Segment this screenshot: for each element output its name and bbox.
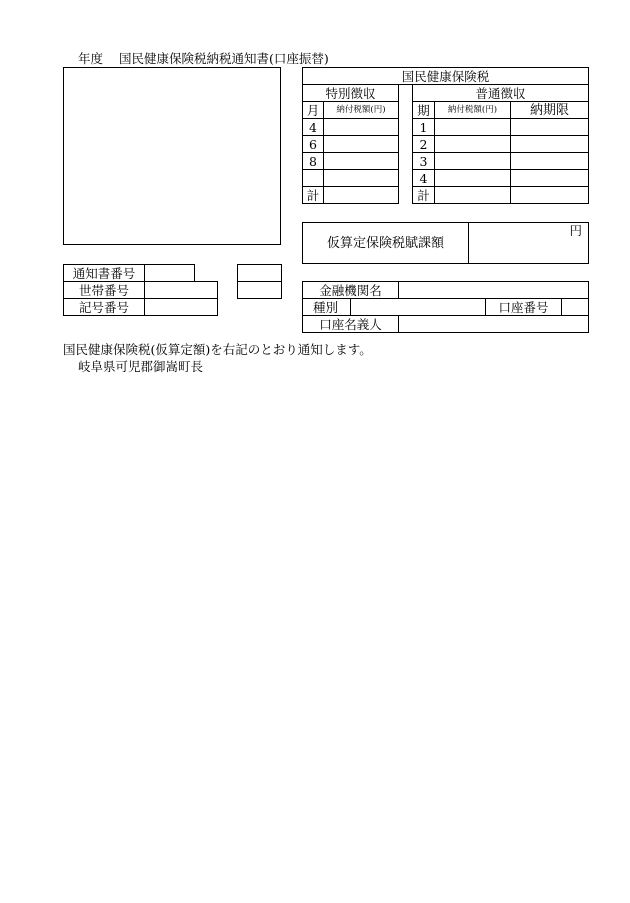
fiscal-year-label: 年度 (78, 51, 104, 66)
extra-box-bottom (238, 282, 282, 299)
deadline-cell (511, 170, 589, 187)
notice-title: 国民健康保険税納税通知書(口座振替) (119, 51, 329, 66)
regular-amount-header: 納付税額(円) (435, 102, 511, 119)
yen-unit: 円 (569, 223, 582, 238)
symbol-number-value (145, 299, 218, 316)
special-total-label: 計 (303, 187, 324, 204)
period-cell: 4 (413, 170, 435, 187)
table-row (303, 119, 589, 136)
issuer-name: 岐阜県可児郡御嵩町長 (78, 359, 204, 374)
month-cell: 4 (303, 119, 324, 136)
account-type-value (351, 299, 486, 316)
period-cell: 2 (413, 136, 435, 153)
provisional-assessment-value (469, 223, 589, 264)
period-header: 期 (413, 102, 435, 119)
notice-number-value (145, 265, 195, 282)
month-cell: 6 (303, 136, 324, 153)
regular-total-label: 計 (413, 187, 435, 204)
household-number-value (145, 282, 218, 299)
symbol-number-label: 記号番号 (64, 299, 145, 316)
regular-amount-cell (435, 136, 511, 153)
account-type-label: 種別 (303, 299, 351, 316)
notice-number-label: 通知書番号 (64, 265, 145, 282)
regular-amount-cell (435, 170, 511, 187)
special-collection-title: 特別徴収 (303, 85, 399, 102)
notice-message: 国民健康保険税(仮算定額)を右記のとおり通知します。 (63, 342, 372, 357)
regular-collection-title: 普通徴収 (413, 85, 589, 102)
document-title (78, 49, 329, 67)
tax-table (302, 67, 589, 204)
regular-amount-cell (435, 119, 511, 136)
regular-total-deadline-cell (511, 187, 589, 204)
deadline-cell (511, 119, 589, 136)
special-amount-cell (324, 170, 399, 187)
tax-table-caption: 国民健康保険税 (303, 68, 589, 85)
account-number-value (562, 299, 589, 316)
month-cell: 8 (303, 153, 324, 170)
regular-total-cell (435, 187, 511, 204)
month-cell (303, 170, 324, 187)
deadline-header: 納期限 (511, 102, 589, 119)
table-row (303, 136, 589, 153)
notice-info-table (63, 264, 282, 316)
month-header: 月 (303, 102, 324, 119)
account-number-label: 口座番号 (486, 299, 562, 316)
table-total-row (303, 187, 589, 204)
regular-amount-cell (435, 153, 511, 170)
special-total-cell (324, 187, 399, 204)
period-cell: 3 (413, 153, 435, 170)
period-cell: 1 (413, 119, 435, 136)
address-box (63, 67, 281, 245)
table-row (303, 153, 589, 170)
table-row (303, 170, 589, 187)
deadline-cell (511, 136, 589, 153)
household-number-label: 世帯番号 (64, 282, 145, 299)
account-holder-value (399, 316, 589, 333)
special-amount-cell (324, 119, 399, 136)
bank-info-table (302, 281, 589, 333)
deadline-cell (511, 153, 589, 170)
special-amount-cell (324, 153, 399, 170)
account-holder-label: 口座名義人 (303, 316, 399, 333)
extra-box-top (238, 265, 282, 282)
bank-name-label: 金融機関名 (303, 282, 399, 299)
special-amount-header: 納付税額(円) (324, 102, 399, 119)
special-amount-cell (324, 136, 399, 153)
bank-name-value (399, 282, 589, 299)
provisional-assessment-table (302, 222, 589, 264)
table-gap (399, 85, 413, 204)
provisional-assessment-label: 仮算定保険税賦課額 (303, 223, 469, 264)
